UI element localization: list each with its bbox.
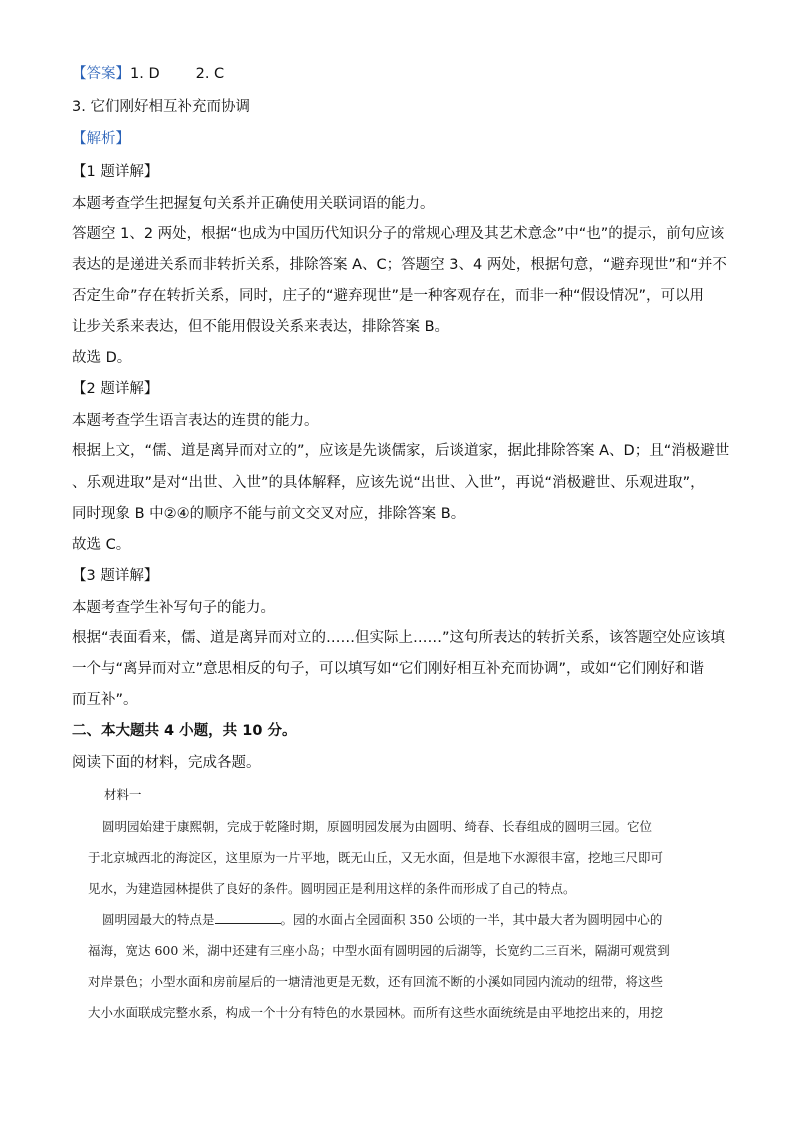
detail-3-line: 而互补”。 [72,692,138,708]
material-line: 圆明园始建于康熙朝，完成于乾隆时期，原圆明园发展为由圆明、绮春、长春组成的圆明三园。它位 [102,819,653,834]
material-line: 对岸景色；小型水面和房前屋后的一塘清池更是无数，还有回流不断的小溪如同园内流动的纽带，将这些 [88,974,664,989]
detail-1-label: 【1 题详解】 [72,164,159,180]
answer-label: 【答案】 [72,66,130,82]
detail-3-intro: 本题考查学生补写句子的能力。 [72,600,275,616]
detail-3-label: 【3 题详解】 [72,568,159,584]
answer-line [72,64,732,84]
answer-q1: 1. D [130,66,160,82]
detail-1-line: 让步关系来表达，但不能用假设关系来表达，排除答案 B。 [72,319,450,335]
fill-in-blank[interactable] [215,911,281,924]
detail-1-line: 答题空 1、2 两处，根据“也成为中国历代知识分子的常规心理及其艺术意念”中“也”的提示，前句应该 [72,226,725,242]
detail-3-line: 根据“表面看来，儒、道是离异而对立的……但实际上……”这句所表达的转折关系，该答题空处应该填 [72,630,726,646]
answer-q2: 2. C [195,66,225,82]
detail-1-conclusion: 故选 D。 [72,350,132,366]
material-line: 福海，宽达 600 米，湖中还建有三座小岛；中型水面有圆明园的后湖等，长宽约二三百米，隔湖可观赏到 [88,943,670,958]
detail-3-line: 一个与“离异而对立”意思相反的句子，可以填写如“它们刚好相互补充而协调”，或如“它们刚好和谐 [72,661,705,677]
detail-2-conclusion: 故选 C。 [72,537,131,553]
material-text: 圆明园最大的特点是 [102,912,215,927]
material-line: 于北京城西北的海淀区，这里原为一片平地，既无山丘，又无水面，但是地下水源很丰富，挖地三尺即可 [88,850,664,865]
material-line: 大小水面联成完整水系，构成一个十分有特色的水景园林。而所有这些水面统统是由平地挖出来的，用挖 [88,1005,664,1020]
analysis-label: 【解析】 [72,131,130,147]
detail-2-line: 同时现象 B 中②④的顺序不能与前文交叉对应，排除答案 B。 [72,506,466,522]
detail-2-line: 、乐观进取”是对“出世、入世”的具体解释，应该先说“出世、入世”，再说“消极避世、乐观进取”， [72,475,705,491]
detail-1-line: 否定生命”存在转折关系，同时，庄子的“避弃现世”是一种客观存在，而非一种“假设情况”，可以用 [72,288,705,304]
material-text: 。园的水面占全园面积 350 公顷的一半，其中最大者为圆明园中心的 [280,912,663,927]
section-2-title: 二、本大题共 4 小题，共 10 分。 [72,723,297,739]
detail-1-line: 表达的是递进关系而非转折关系，排除答案 A、C；答题空 3、4 两处，根据句意，“避弃现世”和“并不 [72,257,727,273]
detail-2-intro: 本题考查学生语言表达的连贯的能力。 [72,413,319,429]
section-2-instruction: 阅读下面的材料，完成各题。 [72,755,261,771]
material-title: 材料一 [104,787,142,802]
material-line: 见水，为建造园林提供了良好的条件。圆明园正是利用这样的条件而形成了自己的特点。 [88,881,576,896]
detail-1-intro: 本题考查学生把握复句关系并正确使用关联词语的能力。 [72,196,435,212]
detail-2-line: 根据上文，“儒、道是离异而对立的”，应该是先谈儒家，后谈道家，据此排除答案 A、D；且“消极避世 [72,443,730,459]
detail-2-label: 【2 题详解】 [72,381,159,397]
answer-q3: 3. 它们刚好相互补充而协调 [72,99,250,115]
material-line [102,911,742,929]
